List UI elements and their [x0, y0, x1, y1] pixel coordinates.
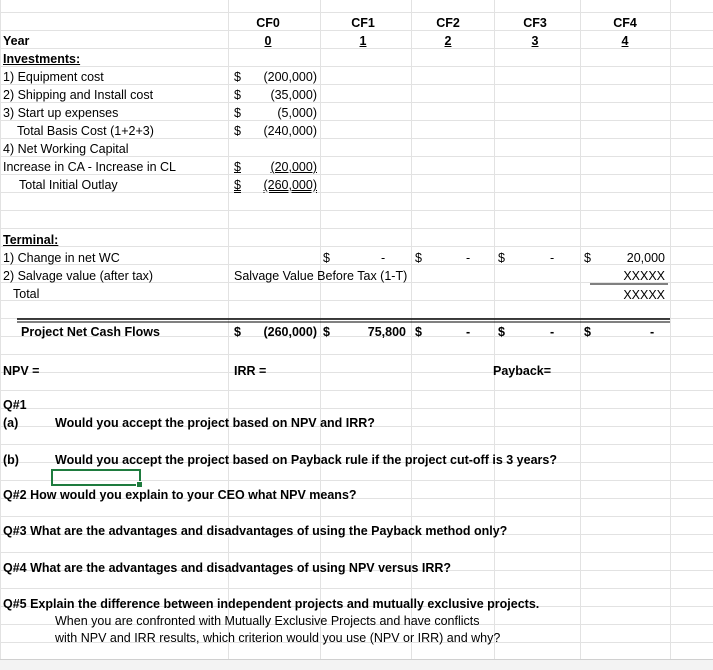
startup-expenses-label: 3) Start up expenses [3, 106, 119, 120]
sheet-bottom-bar [0, 659, 713, 670]
startup-expenses-sign: $ [234, 106, 241, 120]
net-cf1-sign: $ [323, 325, 330, 339]
cf2-header: CF2 [436, 16, 460, 30]
net-cash-flows-label: Project Net Cash Flows [21, 325, 160, 339]
initial-outlay-value: (260,000) [263, 178, 317, 192]
change-nwc-label: 1) Change in net WC [3, 251, 120, 265]
change-nwc-cf1-sign: $ [323, 251, 330, 265]
q4-text: Q#4 What are the advantages and disadvantages of using NPV versus IRR? [3, 561, 452, 575]
cf0-header: CF0 [256, 16, 280, 30]
cf1-year: 1 [359, 34, 367, 48]
cf3-year: 3 [531, 34, 539, 48]
year-label: Year [3, 34, 30, 48]
q1b-tag: (b) [3, 453, 19, 467]
irr-label: IRR = [234, 364, 267, 378]
change-nwc-cf4-value: 20,000 [626, 251, 665, 265]
equipment-cost-label: 1) Equipment cost [3, 70, 104, 84]
payback-label: Payback= [493, 364, 552, 378]
cf1-header: CF1 [351, 16, 375, 30]
q5-line2: When you are confronted with Mutually Exclusive Projects and have conflicts [55, 614, 480, 628]
net-cf0-sign: $ [234, 325, 241, 339]
shipping-cost-label: 2) Shipping and Install cost [3, 88, 154, 102]
equipment-cost-sign: $ [234, 70, 241, 84]
initial-outlay-label: Total Initial Outlay [19, 178, 118, 192]
selected-cell[interactable] [51, 469, 141, 486]
q2-text: Q#2 How would you explain to your CEO what NPV means? [3, 488, 357, 502]
change-nwc-cf4-sign: $ [584, 251, 591, 265]
cf0-year: 0 [264, 34, 272, 48]
shipping-cost-sign: $ [234, 88, 241, 102]
q1a-tag: (a) [3, 416, 19, 430]
ca-cl-label: Increase in CA - Increase in CL [3, 160, 176, 174]
change-nwc-cf1-dash: - [381, 251, 386, 265]
salvage-cf4-value: XXXXX [623, 269, 665, 283]
change-nwc-cf2-sign: $ [415, 251, 422, 265]
change-nwc-cf2-dash: - [466, 251, 471, 265]
initial-outlay-sign: $ [234, 178, 241, 192]
net-cf0-value: (260,000) [263, 325, 317, 339]
q5-text: Q#5 Explain the difference between independent projects and mutually exclusive projects. [3, 597, 540, 611]
net-cf3-sign: $ [498, 325, 505, 339]
change-nwc-cf3-sign: $ [498, 251, 505, 265]
net-cf2-sign: $ [415, 325, 422, 339]
terminal-total-label: Total [13, 287, 40, 301]
nwc-label: 4) Net Working Capital [3, 142, 129, 156]
total-basis-sign: $ [234, 124, 241, 138]
net-cf3-dash: - [550, 325, 555, 339]
startup-expenses-value: (5,000) [277, 106, 317, 120]
q5-line3: with NPV and IRR results, which criterion would you use (NPV or IRR) and why? [55, 631, 501, 645]
shipping-cost-value: (35,000) [270, 88, 317, 102]
total-basis-value: (240,000) [263, 124, 317, 138]
salvage-note: Salvage Value Before Tax (1-T) [234, 269, 408, 283]
cf2-year: 2 [444, 34, 452, 48]
change-nwc-cf3-dash: - [550, 251, 555, 265]
terminal-title: Terminal: [3, 233, 59, 247]
net-cf1-value: 75,800 [367, 325, 406, 339]
cf3-header: CF3 [523, 16, 547, 30]
net-cf4-dash: - [650, 325, 655, 339]
cf4-header: CF4 [613, 16, 637, 30]
cf4-year: 4 [621, 34, 629, 48]
ca-cl-value: (20,000) [270, 160, 317, 174]
q1b-text: Would you accept the project based on Payback rule if the project cut-off is 3 years? [55, 453, 557, 467]
ca-cl-sign: $ [234, 160, 241, 174]
net-cf4-sign: $ [584, 325, 591, 339]
q1a-text: Would you accept the project based on NPV and IRR? [55, 416, 375, 430]
q3-text: Q#3 What are the advantages and disadvantages of using the Payback method only? [3, 524, 508, 538]
investments-title: Investments: [3, 52, 81, 66]
salvage-value-label: 2) Salvage value (after tax) [3, 269, 154, 283]
net-cf2-dash: - [466, 325, 471, 339]
q1-label: Q#1 [3, 398, 27, 412]
terminal-total-cf4: XXXXX [623, 288, 665, 302]
total-basis-label: Total Basis Cost (1+2+3) [17, 124, 154, 138]
equipment-cost-value: (200,000) [263, 70, 317, 84]
npv-label: NPV = [3, 364, 40, 378]
